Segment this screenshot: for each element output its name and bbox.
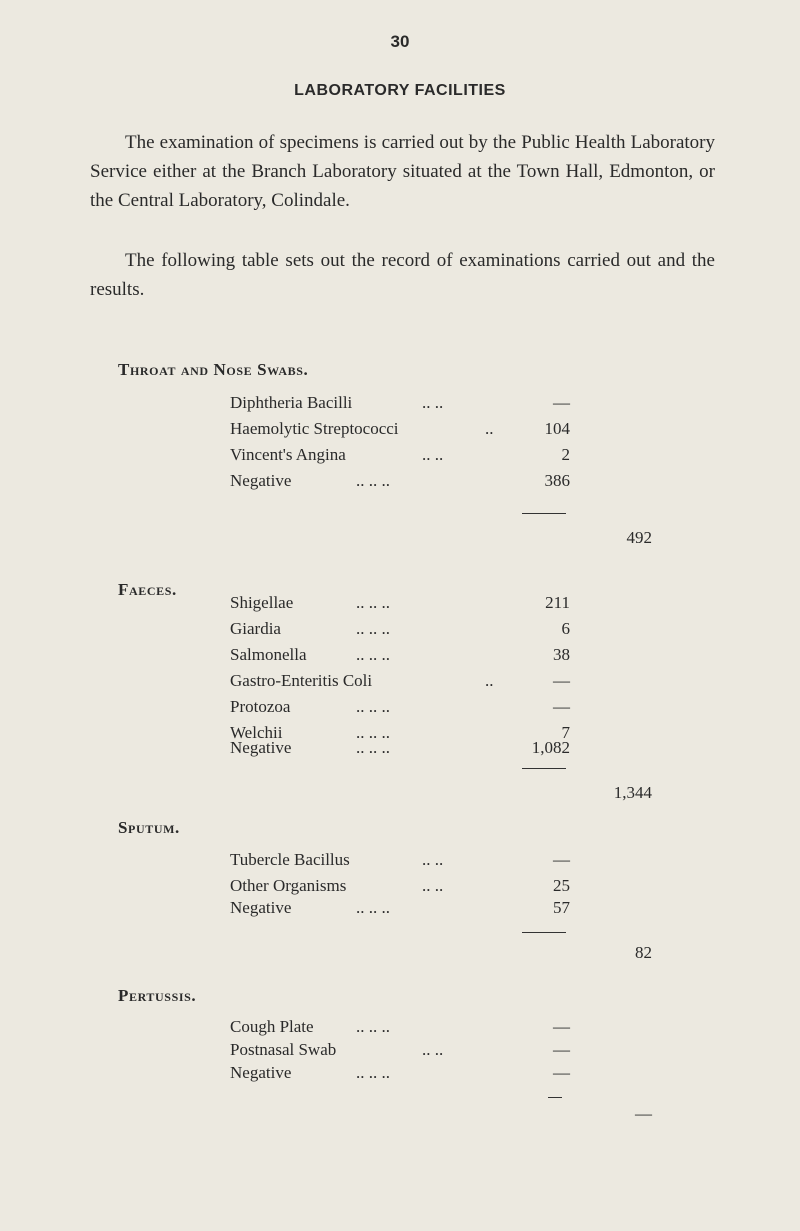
row-label: Shigellae: [230, 593, 294, 612]
table-row: [230, 416, 570, 442]
row-value: —: [553, 1017, 570, 1036]
row-label: Negative: [230, 1063, 292, 1082]
leader-dots: .. .. ..: [356, 697, 390, 716]
section-total: 1,344: [613, 783, 652, 802]
row-label: Tubercle Bacillus: [230, 850, 350, 869]
row-value: —: [553, 850, 570, 869]
leader-dots: .. .. ..: [356, 593, 390, 612]
row-value: 386: [544, 471, 570, 490]
subtotal-rule: [522, 932, 566, 933]
row-value: 211: [545, 593, 570, 612]
row-value: 25: [553, 876, 570, 895]
row-value: —: [553, 671, 570, 690]
page-number: 30: [390, 32, 410, 51]
table-row: [230, 847, 570, 873]
leader-dots: .. .. ..: [356, 645, 390, 664]
row-label: Vincent's Angina: [230, 445, 346, 464]
table-row: [230, 735, 570, 761]
table-row: [230, 642, 570, 668]
leader-dots: .. ..: [422, 445, 444, 464]
table-row: [230, 1060, 570, 1086]
row-label: Giardia: [230, 619, 281, 638]
row-label: Other Organisms: [230, 876, 347, 895]
row-label: Haemolytic Streptococci: [230, 419, 399, 438]
row-label: Postnasal Swab: [230, 1040, 337, 1059]
row-label: Diphtheria Bacilli: [230, 393, 353, 412]
table-intro-paragraph: The following table sets out the record of examinations carried out and the results.: [90, 250, 715, 300]
leader-dots: .. ..: [422, 876, 444, 895]
subtotal-rule: [522, 768, 566, 769]
table-row: [230, 616, 570, 642]
subtotal-rule: [548, 1097, 562, 1098]
leader-dots: .. ..: [422, 850, 444, 869]
section-title-sputum: Sputum.: [118, 818, 180, 837]
section-total: —: [635, 1104, 652, 1123]
table-row: [230, 390, 570, 416]
subtotal-rule: [522, 513, 566, 514]
row-value: 7: [561, 723, 570, 742]
section-total: 492: [626, 528, 652, 547]
row-value: —: [553, 697, 570, 716]
section-title-faeces: Faeces.: [118, 580, 177, 599]
row-value: —: [553, 393, 570, 412]
leader-dots: .. ..: [422, 393, 444, 412]
row-value: 2: [561, 445, 570, 464]
leader-dots: ..: [485, 419, 494, 438]
section-title-pertussis: Pertussis.: [118, 986, 197, 1005]
table-row: [230, 468, 570, 494]
row-label: Salmonella: [230, 645, 307, 664]
leader-dots: .. ..: [422, 1040, 444, 1059]
row-label: Gastro-Enteritis Coli: [230, 671, 373, 690]
row-value: 38: [553, 645, 570, 664]
row-value: —: [553, 1040, 570, 1059]
table-row: [230, 895, 570, 921]
row-value: 1,082: [531, 738, 570, 757]
row-label: Negative: [230, 738, 292, 757]
row-label: Cough Plate: [230, 1017, 314, 1036]
row-label: Welchii: [230, 723, 283, 742]
table-row: [230, 694, 570, 720]
leader-dots: .. .. ..: [356, 723, 390, 742]
leader-dots: .. .. ..: [356, 898, 390, 917]
leader-dots: .. .. ..: [356, 1017, 390, 1036]
leader-dots: .. .. ..: [356, 471, 390, 490]
row-value: 104: [544, 419, 570, 438]
page-heading: LABORATORY FACILITIES: [294, 82, 506, 99]
row-label: Negative: [230, 898, 292, 917]
row-value: 6: [561, 619, 570, 638]
table-row: [230, 668, 570, 694]
row-value: 57: [553, 898, 570, 917]
table-row: [230, 590, 570, 616]
row-label: Negative: [230, 471, 292, 490]
row-value: —: [553, 1063, 570, 1082]
section-title-throat-nose-swabs: Throat and Nose Swabs.: [118, 360, 309, 379]
leader-dots: .. .. ..: [356, 738, 390, 757]
leader-dots: ..: [485, 671, 494, 690]
leader-dots: .. .. ..: [356, 1063, 390, 1082]
leader-dots: .. .. ..: [356, 619, 390, 638]
intro-paragraph: The examination of specimens is carried out by the Public Health Laboratory Service either at the Branch Laboratory situated at the Town Hall, Edmonton, or the Central Laboratory, Colindale.: [90, 132, 715, 211]
table-row: [230, 442, 570, 468]
section-total: 82: [635, 943, 652, 962]
row-label: Protozoa: [230, 697, 291, 716]
